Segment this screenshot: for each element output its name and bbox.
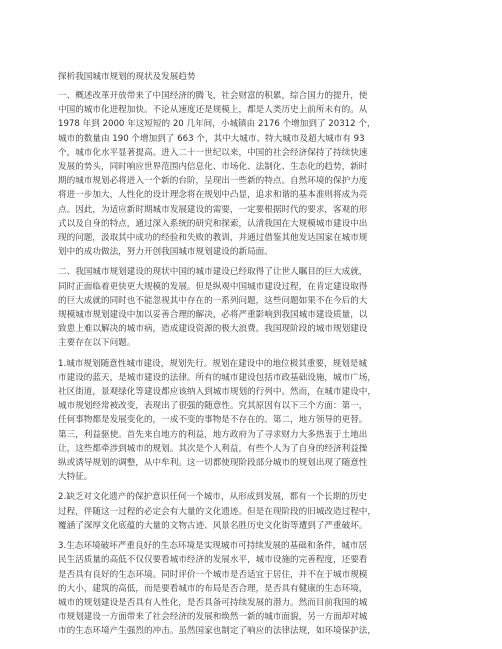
document-title: 探析我国城市规划的现状及发展趋势 [58, 72, 196, 82]
text-line: 将进一步加大，人性化的设计理念将在规划中凸显，追求和谐的基本准则将成为亮 [58, 190, 368, 201]
text-line: 现的问题，汲取其中成功的经验和失败的教训，并通过借鉴其他发达国家在城市规 [58, 233, 368, 244]
text-line: 的大小，建筑的高低，而是要看城市的布局是否合理，是否具有健康的生态环境， [58, 583, 368, 594]
text-line: 城市的规划建设是否具有人性化，是否具备可持续发展的潜力。然而目前我国的城 [58, 597, 368, 608]
text-line: 覆涵了深厚文化底蕴的大量的文物古迹、风景名胜历史文化街等遭到了严重破坏。 [58, 520, 368, 531]
text-line: 个，城市化水平显著提高。进入二十一世纪以来，中国的社会经济保持了持续快速 [58, 147, 368, 158]
document-body [58, 89, 468, 639]
text-line: 大特征。 [58, 472, 93, 483]
text-line: 划中的成功做法，努力开创我国城市规划建设的新局面。 [58, 247, 273, 258]
text-line: 让，这些都牵涉到城市的规划。其次是个人利益，有些个人为了自身的经济利益操 [58, 443, 368, 454]
text-line: 是否具有良好的生态环境。同时评价一个城市是否适宜于居住，并不在于城市规模 [58, 569, 368, 580]
paragraph [58, 539, 468, 638]
text-line: 市的生态环境产生强烈的冲击。虽然国家也制定了响应的法律法规，如环境保护法， [58, 626, 376, 637]
paragraph [58, 89, 468, 259]
text-line: 致患上难以解决的城市病，造成建设资源的极大浪费。我国现阶段的城市规划建设 [58, 324, 368, 335]
text-line: 同时正面临着更快更大规模的发展。但是纵观中国城市建设过程，在肯定建设取得 [58, 281, 368, 292]
text-line: 城市的数量由 190 个增加到了 663 个，其中大城市、特大城市及超大城市有 93 [58, 133, 365, 144]
text-line: 社区街道，景观绿化等建设都应该纳入到城市规划的行列中。然而，在城市建设中， [58, 387, 376, 398]
text-line: 过程，伴随这一过程的必定会有大量的文化遗迹。但是在现阶段的旧城改造过程中， [58, 506, 376, 517]
text-line: 发展的势头，同时响应世界范围内信息化、市场化、法制化、生态化的趋势，新时 [58, 162, 368, 173]
paragraph [58, 490, 468, 533]
text-line: 市建设的蓝天，是城市建设的法律。所有的城市建设包括市政基础设施，城市广场， [58, 372, 376, 383]
text-line: 任何事物都是发展变化的，一成不变的事物是不存在的。第二，地方领导的更替。 [58, 415, 368, 426]
paragraph [58, 265, 468, 350]
text-line: 1978 年到 2000 年这短短的 20 几年间，小城镇由 2176 个增加到了 20312 个， [58, 119, 376, 130]
text-line: 规模城市规划建设中加以妥善合理的解决，必将严重影响到我国城市建设质量，以 [58, 310, 368, 321]
text-line: 纵或诱导规划的调整，从中牟利。这一切都使现阶段部分城市的规划出现了随意性 [58, 458, 368, 469]
text-line: 城市规划经常被改变，表现出了很强的随意性。究其原因有以下三个方面：第一， [58, 401, 368, 412]
text-line: 的巨大成就的同时也不能忽视其中存在的一系列问题，这些问题如果不在今后的大 [58, 295, 368, 306]
text-line: 1.城市规划随意性城市建设，规划先行。规划在建设中的地位极其重要，规划是城 [58, 358, 367, 369]
text-line: 式以及自身的特点，通过深入系统的研究和探索，认清我国在大规模城市建设中出 [58, 218, 368, 229]
text-line: 二、我国城市规划建设的现状中国的城市建设已经取得了让世人瞩目的巨大成就， [58, 267, 368, 278]
text-line: 市规划建设一方面带来了社会经济的发展和焕然一新的城市面貌，另一方面却对城 [58, 612, 368, 623]
text-line: 2.缺乏对文化遗产的保护意识任何一个城市，从形成到发展，都有一个长期的历史 [58, 492, 367, 503]
text-line: 期的城市规划必将进入一个新的台阶，呈现出一些新的特点。自然环境的保护力度 [58, 176, 368, 187]
text-line: 民生活质量的高低不仅仅要看城市经济的发展水平，城市设施的完善程度，还要看 [58, 555, 368, 566]
text-line: 中国的城市化进程加快。不论从速度还是规模上，都是人类历史上前所未有的。从 [58, 105, 368, 116]
text-line: 主要存在以下问题。 [58, 338, 136, 349]
text-line: 3.生态环境破坏严重良好的生态环境是实现城市可持续发展的基础和条件，城市居 [58, 541, 367, 552]
text-line: 第三，利益驱使。首先来自地方的利益，地方政府为了寻求财力大多热衷于土地出 [58, 429, 368, 440]
text-line: 一、概述改革开放带来了中国经济的腾飞，社会财富的积累，综合国力的提升，使 [58, 91, 368, 101]
text-line: 点。因此，为适应新时期城市发展建设的需要，一定要根据时代的要求，客观的形 [58, 204, 368, 215]
paragraph [58, 357, 468, 485]
